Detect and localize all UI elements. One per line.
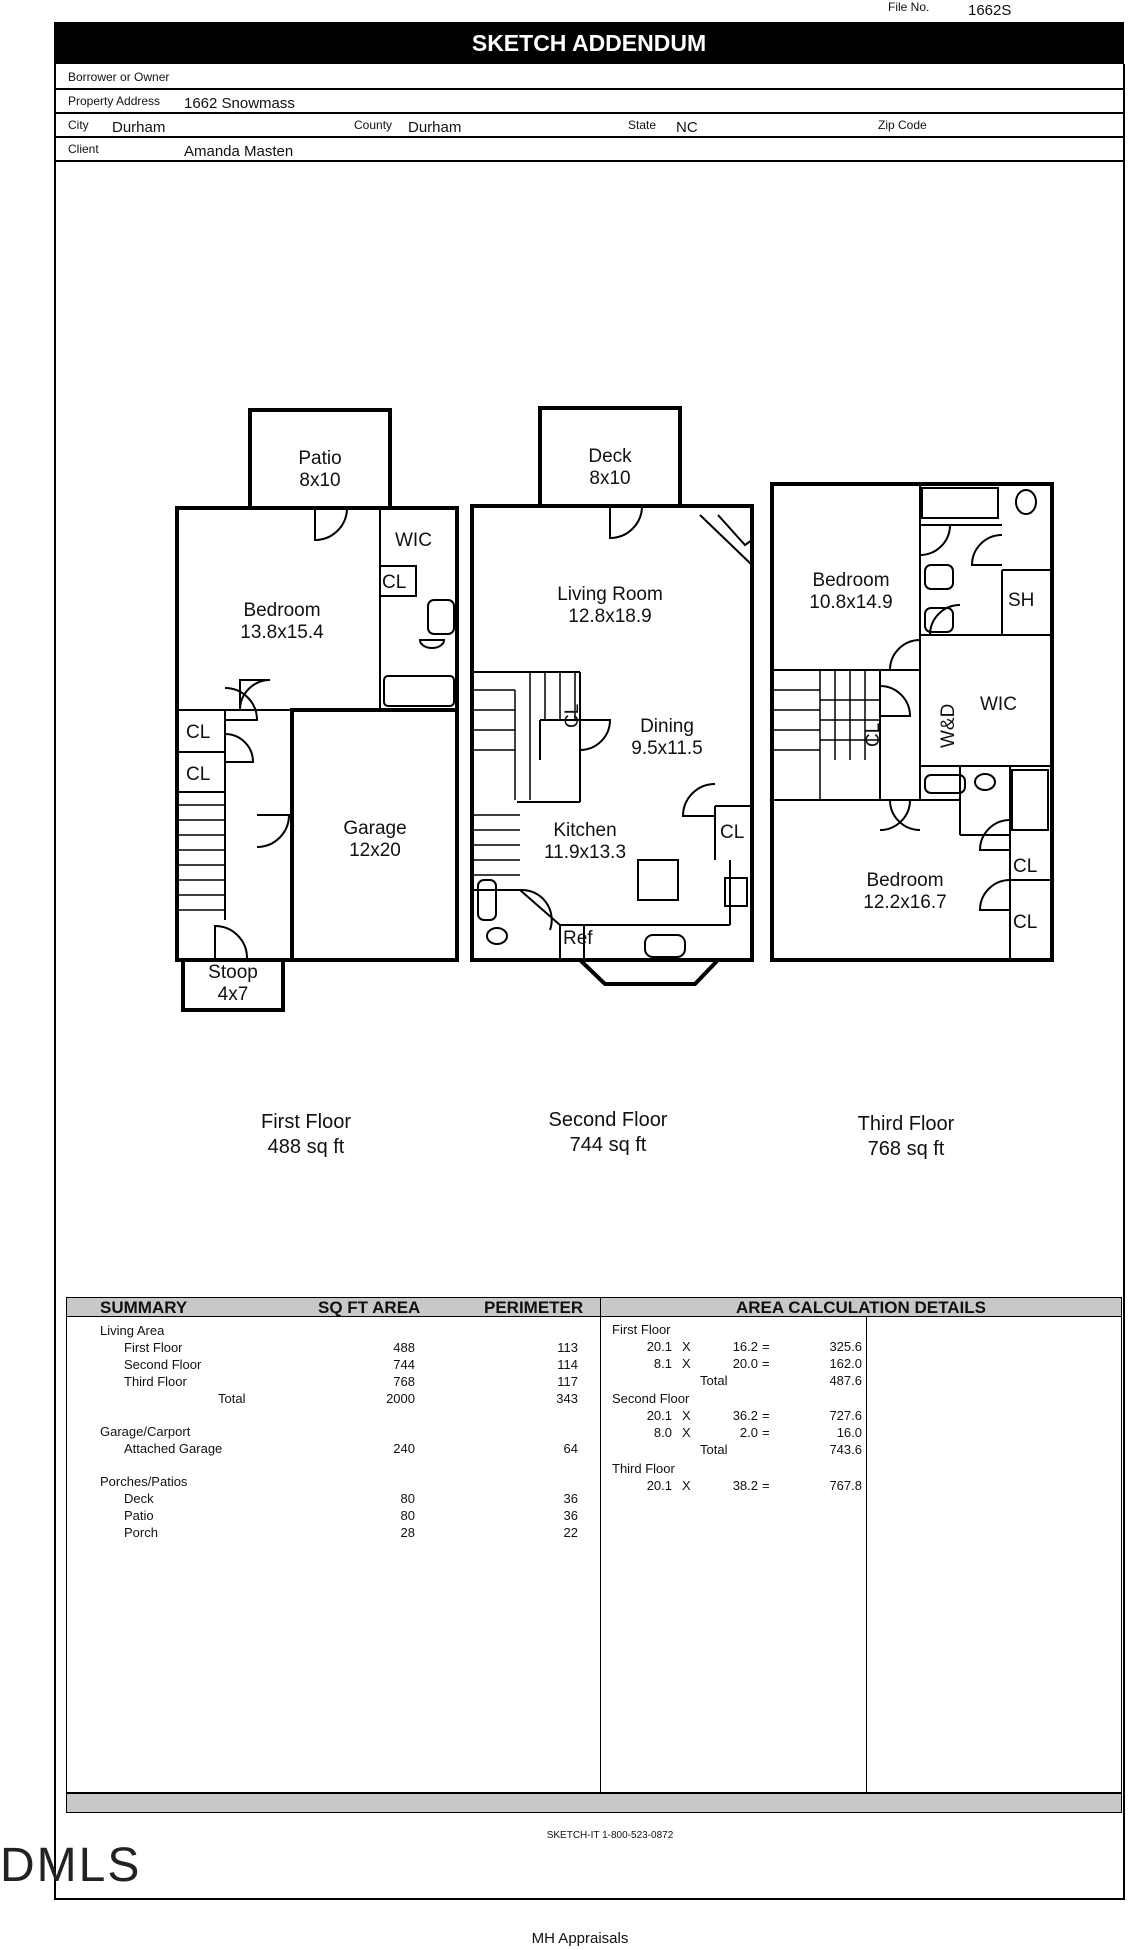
calc-times: X — [682, 1478, 691, 1493]
details-first-floor-title: First Floor — [612, 1322, 671, 1337]
patio-dimensions: 8x10 — [299, 470, 341, 491]
living-row-area: 488 — [393, 1340, 415, 1355]
dining-dimensions: 9.5x11.5 — [631, 738, 703, 759]
calc-times: X — [682, 1425, 691, 1440]
living-total-perimeter: 343 — [556, 1391, 578, 1406]
patio-label — [250, 448, 390, 492]
stoop-dimensions: 4x7 — [217, 984, 249, 1005]
summary-heading: SUMMARY — [100, 1298, 188, 1317]
living-room-name: Living Room — [557, 584, 663, 605]
calc-result: 767.8 — [829, 1478, 862, 1493]
porch-row-area: 28 — [400, 1525, 415, 1540]
state-value: NC — [676, 119, 698, 136]
calc-equals: = — [762, 1425, 770, 1440]
calc-result: 727.6 — [829, 1408, 862, 1423]
closet-label-second-b: CL — [720, 822, 745, 843]
garage-dimensions: 12x20 — [349, 840, 401, 861]
patio-name: Patio — [298, 448, 342, 469]
porch-row-perimeter: 36 — [563, 1508, 578, 1523]
dining-label — [612, 716, 722, 760]
shower-label: SH — [1008, 590, 1035, 611]
living-total-label: Total — [218, 1391, 246, 1406]
state-label: State — [628, 118, 657, 132]
summary-table — [66, 1297, 1122, 1793]
porches-patios-heading: Porches/Patios — [100, 1474, 188, 1489]
calc-a: 20.1 — [646, 1478, 672, 1493]
calc-a: 20.1 — [646, 1339, 672, 1354]
closet-label-first-b: CL — [186, 764, 211, 785]
closet-label-third-a: CL — [1013, 856, 1038, 877]
closet-label-first-a: CL — [186, 722, 211, 743]
client-label: Client — [68, 142, 99, 156]
kitchen-dimensions: 11.9x13.3 — [543, 842, 627, 863]
attached-garage-area: 240 — [393, 1441, 415, 1456]
calc-b: 36.2 — [732, 1408, 758, 1423]
living-row-perimeter: 117 — [557, 1374, 578, 1389]
bedroom-first-label — [192, 600, 372, 644]
calc-times: X — [682, 1408, 691, 1423]
stoop-label — [183, 962, 283, 1006]
details-second-total: 743.6 — [829, 1442, 862, 1457]
calc-b: 16.2 — [732, 1339, 758, 1354]
calc-equals: = — [762, 1339, 770, 1354]
calc-result: 16.0 — [836, 1425, 862, 1440]
page-title: SKETCH ADDENDUM — [54, 22, 1124, 64]
calc-a: 8.0 — [653, 1425, 672, 1440]
living-row-perimeter: 114 — [557, 1357, 578, 1372]
file-number-label: File No. — [888, 0, 930, 14]
calc-b: 38.2 — [732, 1478, 758, 1493]
third-floor-caption — [806, 1112, 1006, 1162]
calc-a: 20.1 — [646, 1408, 672, 1423]
third-floor-area: 768 sq ft — [867, 1138, 945, 1160]
calc-times: X — [682, 1339, 691, 1354]
bedroom-third-a-label — [786, 570, 916, 614]
closet-label-third-stair: CL — [863, 722, 884, 747]
bedroom-third-a-dimensions: 10.8x14.9 — [809, 592, 893, 613]
summary-footer-bar — [66, 1793, 1122, 1813]
bedroom-third-a-name: Bedroom — [812, 570, 890, 591]
deck-name: Deck — [588, 446, 632, 467]
first-floor-area: 488 sq ft — [267, 1136, 345, 1158]
garage-carport-heading: Garage/Carport — [100, 1424, 191, 1439]
second-floor-name: Second Floor — [548, 1109, 668, 1131]
garage-name: Garage — [343, 818, 407, 839]
porch-row-label: Patio — [124, 1508, 154, 1523]
calc-result: 162.0 — [829, 1356, 862, 1371]
details-second-floor-title: Second Floor — [612, 1391, 690, 1406]
porch-row-perimeter: 22 — [563, 1525, 578, 1540]
living-area-heading: Living Area — [100, 1323, 165, 1338]
summary-divider — [600, 1297, 601, 1793]
deck-dimensions: 8x10 — [589, 468, 631, 489]
living-row-area: 768 — [393, 1374, 415, 1389]
property-label: Property Address — [68, 94, 161, 108]
refrigerator-label: Ref — [563, 928, 593, 949]
dining-name: Dining — [640, 716, 694, 737]
company-footer: MH Appraisals — [531, 1930, 629, 1947]
details-first-total-label: Total — [700, 1373, 728, 1388]
living-total-area: 2000 — [386, 1391, 415, 1406]
wic-label-third: WIC — [980, 694, 1017, 715]
client-value: Amanda Masten — [184, 143, 294, 160]
zip-label: Zip Code — [878, 118, 927, 132]
calc-a: 8.1 — [653, 1356, 672, 1371]
calc-equals: = — [762, 1478, 770, 1493]
city-label: City — [68, 118, 89, 132]
city-value: Durham — [112, 119, 166, 136]
area-calculation-heading: AREA CALCULATION DETAILS — [736, 1298, 986, 1317]
borrower-label: Borrower or Owner — [68, 70, 170, 84]
sketch-it-footer: SKETCH-IT 1-800-523-0872 — [546, 1830, 674, 1841]
porch-row-area: 80 — [400, 1491, 415, 1506]
bedroom-first-name: Bedroom — [243, 600, 321, 621]
living-room-dimensions: 12.8x18.9 — [568, 606, 652, 627]
calc-result: 325.6 — [829, 1339, 862, 1354]
sq-ft-area-heading: SQ FT AREA — [318, 1298, 421, 1317]
porch-row-label: Deck — [124, 1491, 154, 1506]
second-floor-area: 744 sq ft — [569, 1134, 647, 1156]
county-value: Durham — [408, 119, 462, 136]
third-floor-name: Third Floor — [857, 1113, 955, 1135]
closet-label-first-bath: CL — [382, 572, 407, 593]
garage-label — [300, 818, 450, 862]
washer-dryer-label: W&D — [938, 703, 959, 748]
porch-row-perimeter: 36 — [563, 1491, 578, 1506]
calc-b: 20.0 — [732, 1356, 758, 1371]
first-floor-name: First Floor — [261, 1111, 351, 1133]
details-first-total: 487.6 — [829, 1373, 862, 1388]
living-row-perimeter: 113 — [557, 1340, 578, 1355]
bedroom-first-dimensions: 13.8x15.4 — [240, 622, 324, 643]
file-number-value: 1662S — [968, 2, 1012, 19]
dmls-watermark: DMLS — [0, 1839, 142, 1892]
bedroom-third-b-name: Bedroom — [866, 870, 944, 891]
attached-garage-label: Attached Garage — [124, 1441, 223, 1456]
kitchen-name: Kitchen — [553, 820, 617, 841]
details-second-total-label: Total — [700, 1442, 728, 1457]
porch-row-area: 80 — [400, 1508, 415, 1523]
bedroom-third-b-dimensions: 12.2x16.7 — [863, 892, 947, 913]
wic-label-first: WIC — [395, 530, 432, 551]
first-floor-caption — [206, 1110, 406, 1160]
details-third-floor-title: Third Floor — [612, 1461, 675, 1476]
second-floor-caption — [508, 1108, 708, 1158]
stoop-name: Stoop — [208, 962, 258, 983]
living-row-label: Third Floor — [124, 1374, 187, 1389]
living-room-label — [520, 584, 700, 628]
closet-label-third-b: CL — [1013, 912, 1038, 933]
living-row-label: Second Floor — [124, 1357, 202, 1372]
calc-times: X — [682, 1356, 691, 1371]
county-label: County — [354, 118, 393, 132]
kitchen-label — [530, 820, 640, 864]
living-row-area: 744 — [393, 1357, 415, 1372]
calc-b: 2.0 — [739, 1425, 758, 1440]
calc-equals: = — [762, 1356, 770, 1371]
living-row-label: First Floor — [124, 1340, 183, 1355]
attached-garage-perimeter: 64 — [563, 1441, 578, 1456]
property-value: 1662 Snowmass — [184, 95, 295, 112]
closet-label-second-a: CL — [562, 703, 583, 728]
details-divider — [866, 1317, 867, 1793]
porch-row-label: Porch — [124, 1525, 158, 1540]
deck-label — [540, 446, 680, 490]
bedroom-third-b-label — [820, 870, 990, 914]
calc-equals: = — [762, 1408, 770, 1423]
perimeter-heading: PERIMETER — [484, 1298, 584, 1317]
bay-window-outline — [580, 960, 718, 984]
